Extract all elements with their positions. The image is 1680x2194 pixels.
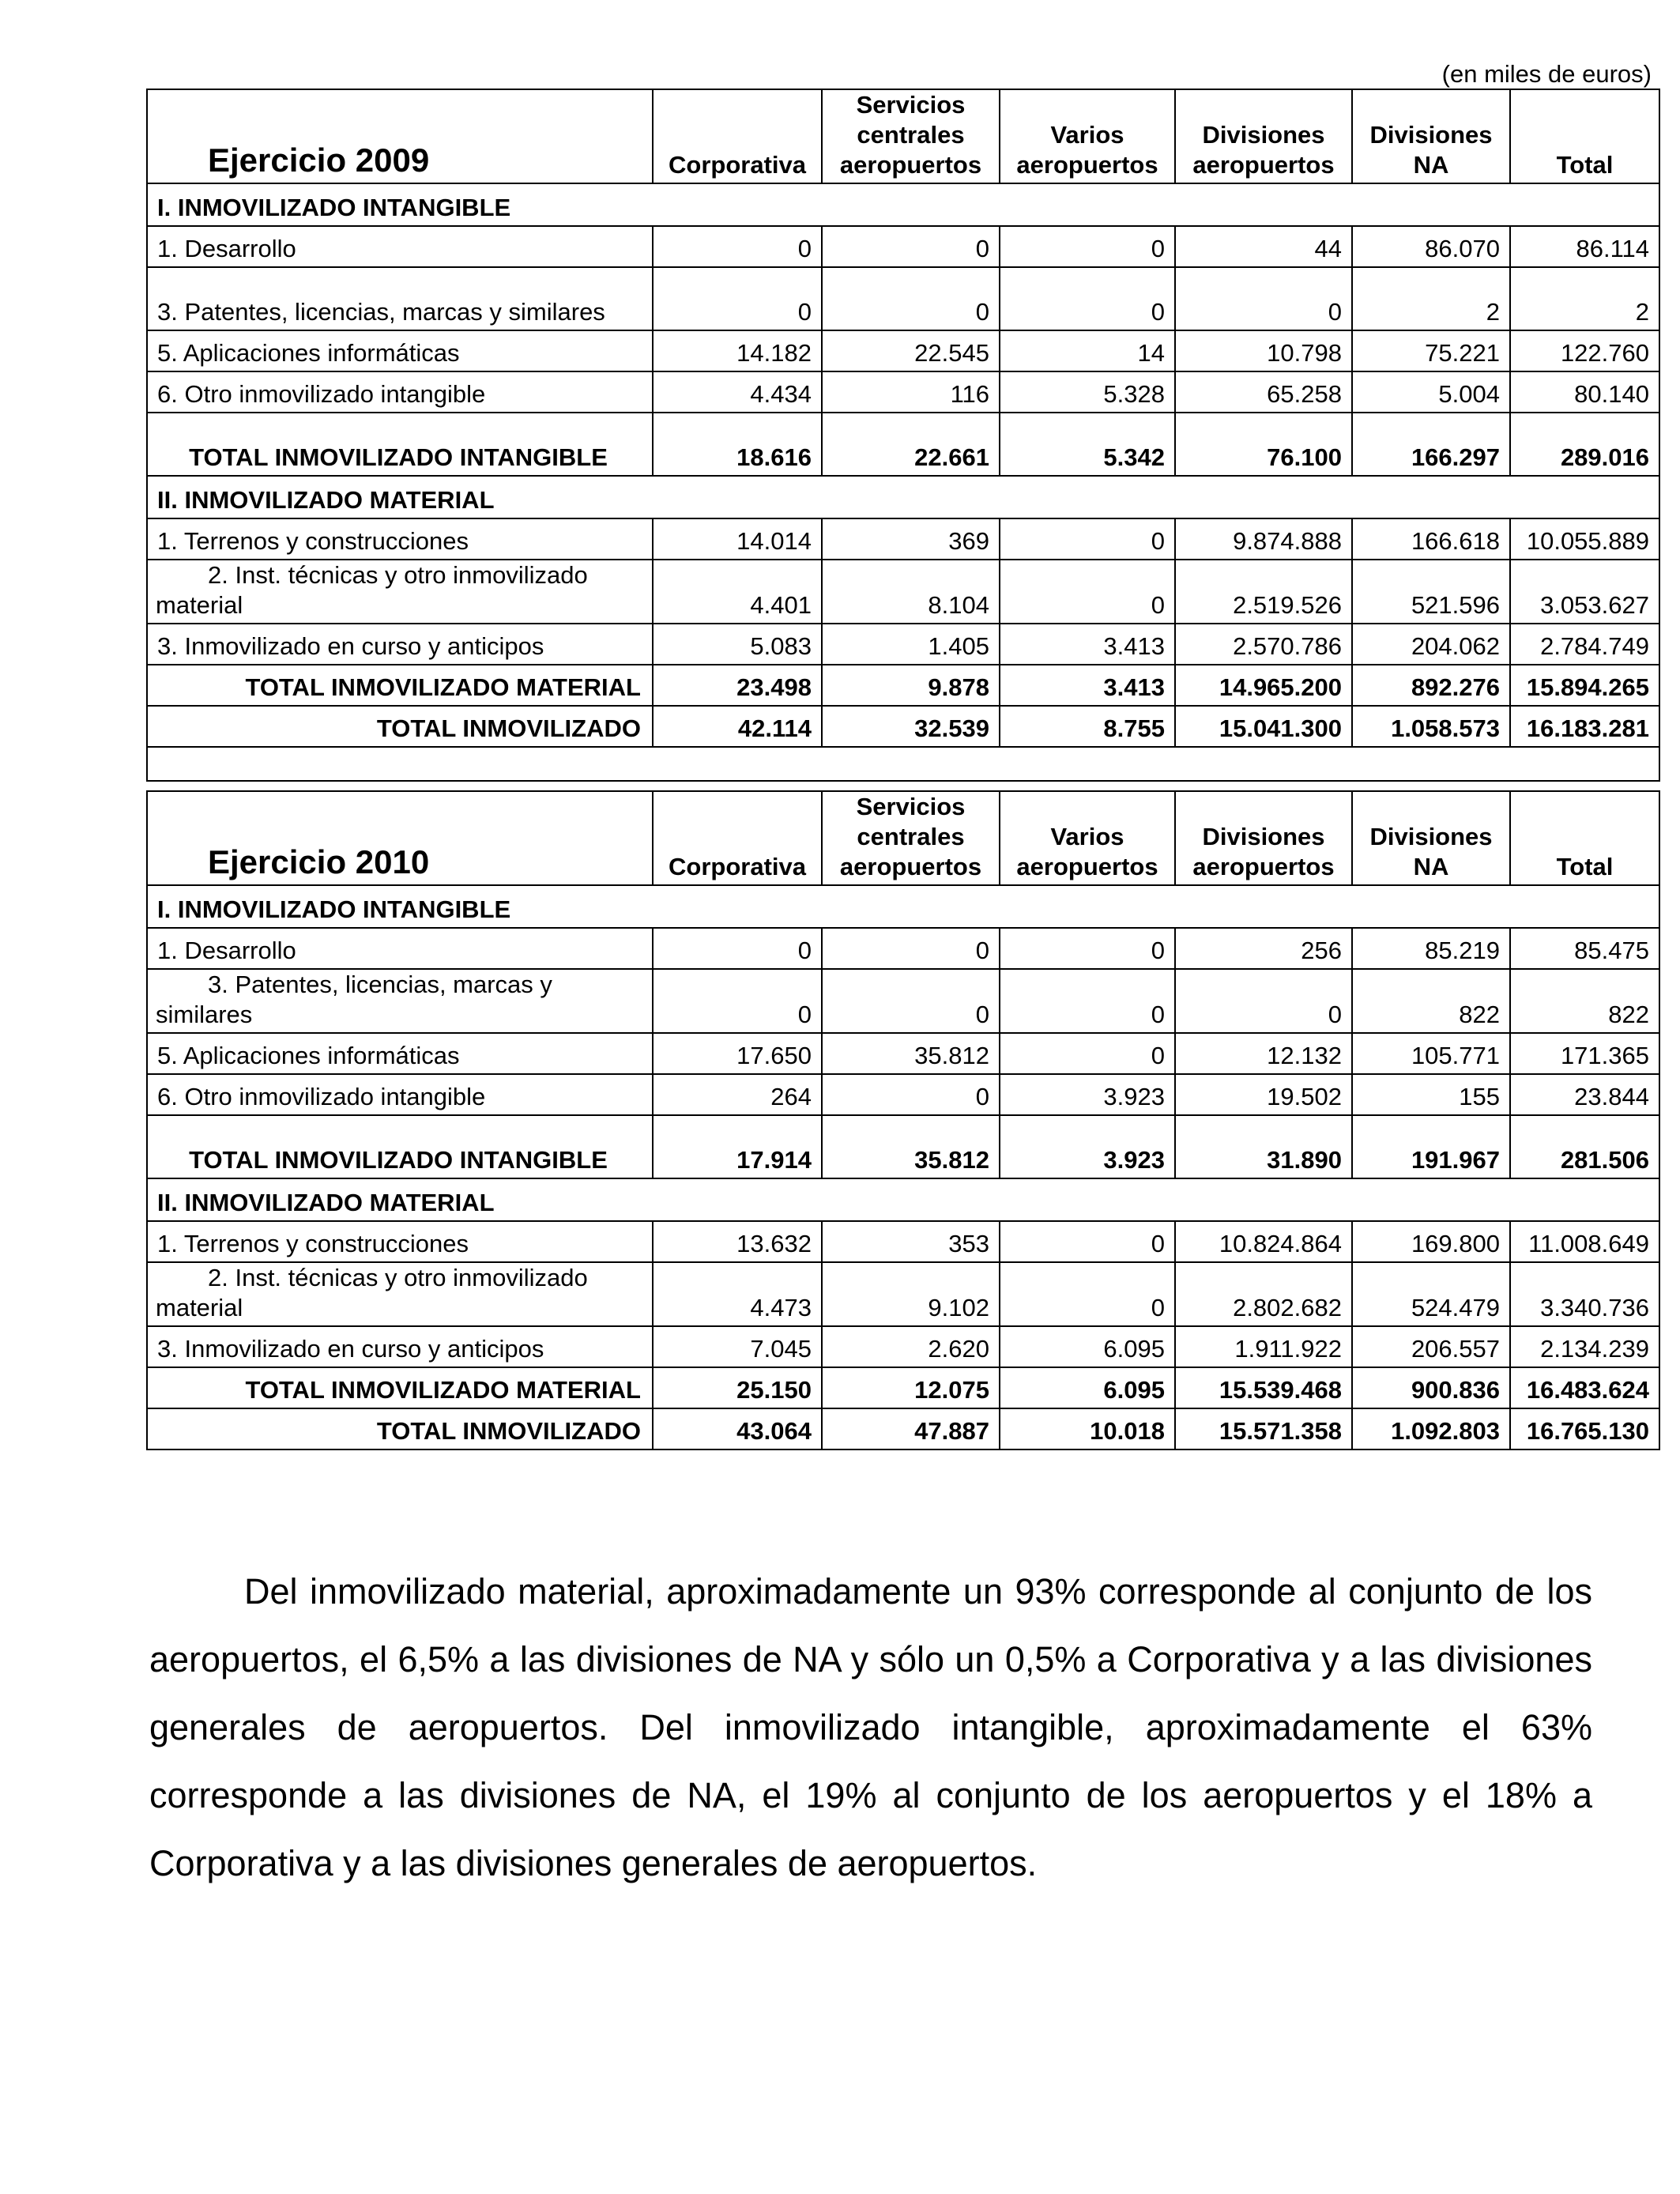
row-label: 3. Patentes, licencias, marcas y similares (147, 969, 653, 1033)
column-header: Divisiones aeropuertos (1175, 89, 1352, 183)
row-label: 6. Otro inmovilizado intangible (147, 1074, 653, 1115)
section-title: I. INMOVILIZADO INTANGIBLE (147, 885, 1659, 928)
value-cell: 281.506 (1510, 1115, 1659, 1178)
value-cell: 9.874.888 (1175, 518, 1352, 560)
table-row (147, 1074, 1659, 1115)
value-cell: 10.018 (1000, 1408, 1175, 1449)
row-label: 5. Aplicaciones informáticas (147, 330, 653, 371)
value-cell: 0 (1000, 518, 1175, 560)
table-row (147, 969, 1659, 1033)
value-cell: 0 (1000, 969, 1175, 1033)
row-label: TOTAL INMOVILIZADO (147, 706, 653, 747)
value-cell: 25.150 (653, 1367, 822, 1408)
value-cell: 16.765.130 (1510, 1408, 1659, 1449)
value-cell: 353 (822, 1221, 1000, 1262)
value-cell: 14 (1000, 330, 1175, 371)
value-cell: 10.055.889 (1510, 518, 1659, 560)
row-label: 1. Desarrollo (147, 928, 653, 969)
value-cell: 2.620 (822, 1326, 1000, 1367)
table-row (147, 330, 1659, 371)
value-cell: 169.800 (1352, 1221, 1510, 1262)
value-cell: 3.413 (1000, 624, 1175, 665)
row-label: TOTAL INMOVILIZADO MATERIAL (147, 665, 653, 706)
value-cell: 0 (822, 928, 1000, 969)
value-cell: 6.095 (1000, 1326, 1175, 1367)
row-label: TOTAL INMOVILIZADO (147, 1408, 653, 1449)
column-header: Varios aeropuertos (1000, 791, 1175, 885)
column-header: Corporativa (653, 791, 822, 885)
value-cell: 0 (653, 969, 822, 1033)
value-cell: 23.844 (1510, 1074, 1659, 1115)
value-cell: 2.802.682 (1175, 1262, 1352, 1326)
column-header: Divisiones aeropuertos (1175, 791, 1352, 885)
value-cell: 0 (1000, 267, 1175, 330)
value-cell: 11.008.649 (1510, 1221, 1659, 1262)
value-cell: 289.016 (1510, 413, 1659, 476)
row-label: 3. Inmovilizado en curso y anticipos (147, 624, 653, 665)
value-cell: 85.219 (1352, 928, 1510, 969)
value-cell: 86.114 (1510, 226, 1659, 267)
value-cell: 166.297 (1352, 413, 1510, 476)
value-cell: 10.824.864 (1175, 1221, 1352, 1262)
value-cell: 2 (1352, 267, 1510, 330)
column-header: Divisiones NA (1352, 89, 1510, 183)
total-row (147, 413, 1659, 476)
value-cell: 12.132 (1175, 1033, 1352, 1074)
value-cell: 369 (822, 518, 1000, 560)
table-row (147, 1262, 1659, 1326)
value-cell: 32.539 (822, 706, 1000, 747)
value-cell: 86.070 (1352, 226, 1510, 267)
value-cell: 2.784.749 (1510, 624, 1659, 665)
value-cell: 0 (822, 1074, 1000, 1115)
value-cell: 13.632 (653, 1221, 822, 1262)
value-cell: 2 (1510, 267, 1659, 330)
value-cell: 65.258 (1175, 371, 1352, 413)
row-label: 1. Terrenos y construcciones (147, 518, 653, 560)
value-cell: 0 (1000, 928, 1175, 969)
value-cell: 264 (653, 1074, 822, 1115)
table-row (147, 518, 1659, 560)
header-row (147, 791, 1659, 885)
value-cell: 3.053.627 (1510, 560, 1659, 624)
value-cell: 5.083 (653, 624, 822, 665)
row-label: TOTAL INMOVILIZADO INTANGIBLE (147, 413, 653, 476)
value-cell: 0 (822, 226, 1000, 267)
column-header: Varios aeropuertos (1000, 89, 1175, 183)
value-cell: 4.401 (653, 560, 822, 624)
value-cell: 122.760 (1510, 330, 1659, 371)
value-cell: 191.967 (1352, 1115, 1510, 1178)
value-cell: 22.545 (822, 330, 1000, 371)
value-cell: 17.914 (653, 1115, 822, 1178)
fixed-assets-table-2010 (146, 790, 1660, 1450)
row-label: TOTAL INMOVILIZADO MATERIAL (147, 1367, 653, 1408)
value-cell: 3.923 (1000, 1074, 1175, 1115)
value-cell: 8.755 (1000, 706, 1175, 747)
year-title: Ejercicio 2010 (147, 791, 653, 885)
value-cell: 0 (1000, 1033, 1175, 1074)
value-cell: 35.812 (822, 1033, 1000, 1074)
value-cell: 22.661 (822, 413, 1000, 476)
table-row (147, 928, 1659, 969)
table-row (147, 1326, 1659, 1367)
value-cell: 0 (822, 267, 1000, 330)
value-cell: 256 (1175, 928, 1352, 969)
value-cell: 1.058.573 (1352, 706, 1510, 747)
total-row (147, 1367, 1659, 1408)
value-cell: 5.342 (1000, 413, 1175, 476)
summary-paragraph: Del inmovilizado material, aproximadamente un 93% corresponde al conjunto de los aeropuertos, el 6,5% a las divisiones de NA y sólo un 0,5% a Corporativa y a las divisiones generales de aeropuertos. Del inmovilizado intangible, aproximadamente el 63% corresponde a las divisiones de NA, el 19% al conjunto de los aeropuertos y el 18% a Corporativa y a las divisiones generales de aeropuertos. (149, 1571, 1592, 1883)
row-label: 1. Desarrollo (147, 226, 653, 267)
table-row (147, 624, 1659, 665)
value-cell: 31.890 (1175, 1115, 1352, 1178)
value-cell: 1.092.803 (1352, 1408, 1510, 1449)
value-cell: 76.100 (1175, 413, 1352, 476)
row-label: 6. Otro inmovilizado intangible (147, 371, 653, 413)
value-cell: 5.004 (1352, 371, 1510, 413)
column-header: Total (1510, 791, 1659, 885)
value-cell: 105.771 (1352, 1033, 1510, 1074)
value-cell: 42.114 (653, 706, 822, 747)
value-cell: 166.618 (1352, 518, 1510, 560)
value-cell: 0 (653, 226, 822, 267)
value-cell: 900.836 (1352, 1367, 1510, 1408)
value-cell: 6.095 (1000, 1367, 1175, 1408)
value-cell: 80.140 (1510, 371, 1659, 413)
value-cell: 155 (1352, 1074, 1510, 1115)
value-cell: 0 (1175, 267, 1352, 330)
table-row (147, 226, 1659, 267)
value-cell: 9.102 (822, 1262, 1000, 1326)
value-cell: 0 (653, 928, 822, 969)
value-cell: 15.539.468 (1175, 1367, 1352, 1408)
table-row (147, 371, 1659, 413)
total-row (147, 665, 1659, 706)
spacer-row (147, 747, 1659, 781)
column-header: Corporativa (653, 89, 822, 183)
value-cell: 14.182 (653, 330, 822, 371)
section-title: II. INMOVILIZADO MATERIAL (147, 1178, 1659, 1221)
value-cell: 16.183.281 (1510, 706, 1659, 747)
column-header: Servicios centrales aeropuertos (822, 89, 1000, 183)
value-cell: 47.887 (822, 1408, 1000, 1449)
value-cell: 43.064 (653, 1408, 822, 1449)
value-cell: 524.479 (1352, 1262, 1510, 1326)
header-row (147, 89, 1659, 183)
value-cell: 204.062 (1352, 624, 1510, 665)
total-row (147, 706, 1659, 747)
value-cell: 16.483.624 (1510, 1367, 1659, 1408)
value-cell: 0 (1000, 1262, 1175, 1326)
value-cell: 1.911.922 (1175, 1326, 1352, 1367)
table-row (147, 267, 1659, 330)
row-label: 3. Patentes, licencias, marcas y similares (147, 267, 653, 330)
value-cell: 10.798 (1175, 330, 1352, 371)
section-title: II. INMOVILIZADO MATERIAL (147, 476, 1659, 518)
value-cell: 0 (1000, 226, 1175, 267)
value-cell: 14.965.200 (1175, 665, 1352, 706)
value-cell: 7.045 (653, 1326, 822, 1367)
value-cell: 23.498 (653, 665, 822, 706)
fixed-assets-table-2009 (146, 89, 1660, 782)
value-cell: 14.014 (653, 518, 822, 560)
value-cell: 116 (822, 371, 1000, 413)
row-label: 5. Aplicaciones informáticas (147, 1033, 653, 1074)
section-row (147, 183, 1659, 226)
value-cell: 892.276 (1352, 665, 1510, 706)
section-row (147, 476, 1659, 518)
value-cell: 15.894.265 (1510, 665, 1659, 706)
value-cell: 0 (1000, 560, 1175, 624)
section-title: I. INMOVILIZADO INTANGIBLE (147, 183, 1659, 226)
value-cell: 521.596 (1352, 560, 1510, 624)
unit-note: (en miles de euros) (1441, 60, 1652, 88)
value-cell: 171.365 (1510, 1033, 1659, 1074)
value-cell: 0 (822, 969, 1000, 1033)
value-cell: 3.340.736 (1510, 1262, 1659, 1326)
value-cell: 35.812 (822, 1115, 1000, 1178)
table-row (147, 1033, 1659, 1074)
section-row (147, 885, 1659, 928)
value-cell: 5.328 (1000, 371, 1175, 413)
total-row (147, 1115, 1659, 1178)
year-title: Ejercicio 2009 (147, 89, 653, 183)
value-cell: 0 (1175, 969, 1352, 1033)
value-cell: 4.434 (653, 371, 822, 413)
value-cell: 3.923 (1000, 1115, 1175, 1178)
column-header: Divisiones NA (1352, 791, 1510, 885)
total-row (147, 1408, 1659, 1449)
value-cell: 15.571.358 (1175, 1408, 1352, 1449)
row-label: TOTAL INMOVILIZADO INTANGIBLE (147, 1115, 653, 1178)
value-cell: 8.104 (822, 560, 1000, 624)
value-cell: 0 (653, 267, 822, 330)
value-cell: 85.475 (1510, 928, 1659, 969)
value-cell: 15.041.300 (1175, 706, 1352, 747)
value-cell: 2.519.526 (1175, 560, 1352, 624)
value-cell: 17.650 (653, 1033, 822, 1074)
row-label: 2. Inst. técnicas y otro inmovilizado material (147, 560, 653, 624)
value-cell: 822 (1352, 969, 1510, 1033)
value-cell: 12.075 (822, 1367, 1000, 1408)
value-cell: 2.134.239 (1510, 1326, 1659, 1367)
section-row (147, 1178, 1659, 1221)
value-cell: 822 (1510, 969, 1659, 1033)
value-cell: 19.502 (1175, 1074, 1352, 1115)
value-cell: 9.878 (822, 665, 1000, 706)
value-cell: 18.616 (653, 413, 822, 476)
value-cell: 1.405 (822, 624, 1000, 665)
table-row (147, 1221, 1659, 1262)
row-label: 1. Terrenos y construcciones (147, 1221, 653, 1262)
value-cell: 3.413 (1000, 665, 1175, 706)
column-header: Total (1510, 89, 1659, 183)
row-label: 2. Inst. técnicas y otro inmovilizado material (147, 1262, 653, 1326)
column-header: Servicios centrales aeropuertos (822, 791, 1000, 885)
value-cell: 2.570.786 (1175, 624, 1352, 665)
value-cell: 44 (1175, 226, 1352, 267)
row-label: 3. Inmovilizado en curso y anticipos (147, 1326, 653, 1367)
value-cell: 4.473 (653, 1262, 822, 1326)
value-cell: 0 (1000, 1221, 1175, 1262)
value-cell: 75.221 (1352, 330, 1510, 371)
spacer-cell (147, 747, 1659, 781)
table-row (147, 560, 1659, 624)
value-cell: 206.557 (1352, 1326, 1510, 1367)
